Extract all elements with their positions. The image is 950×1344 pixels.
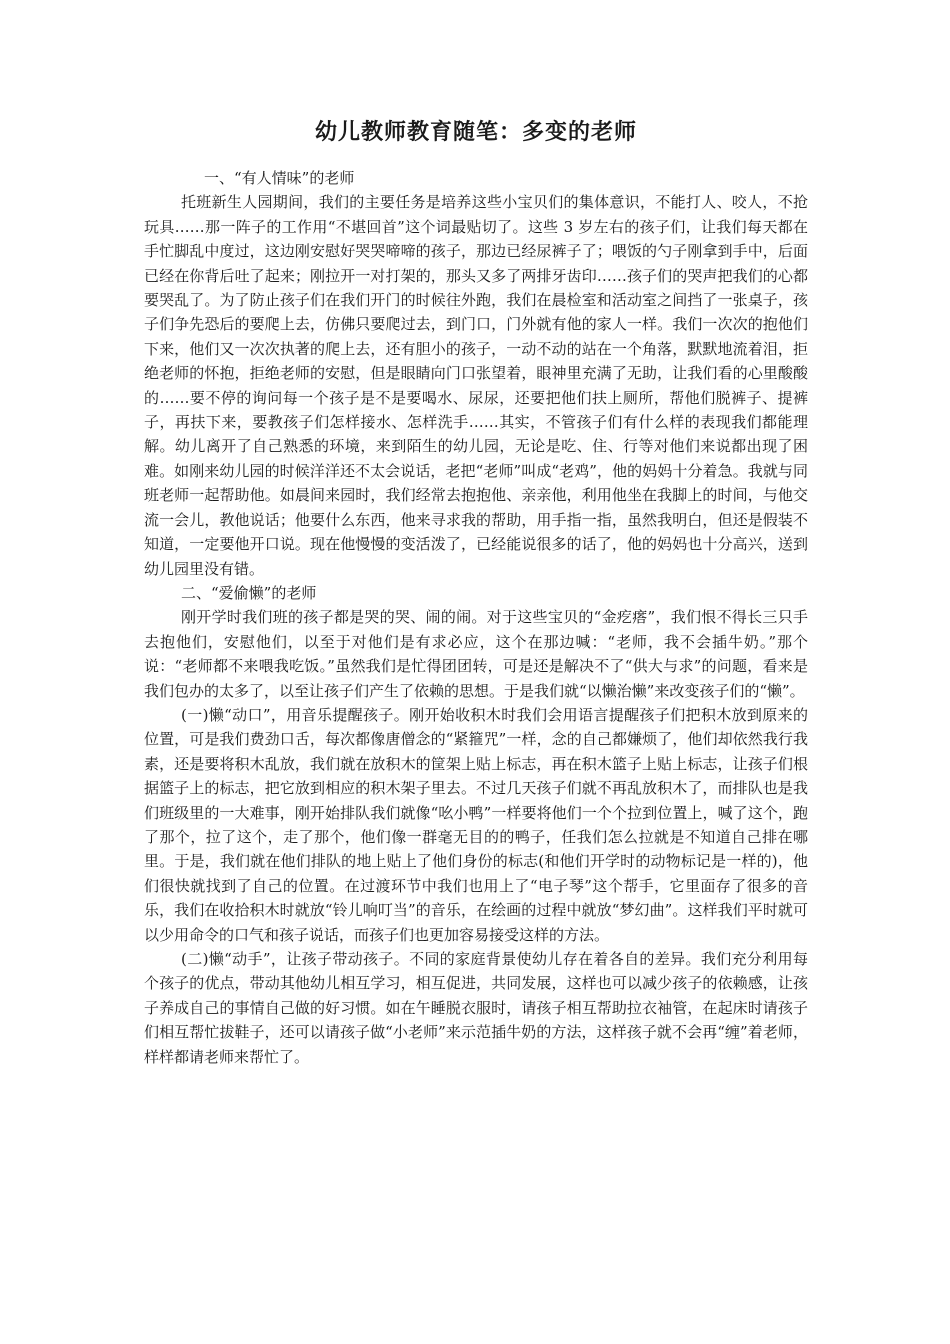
section-1 [144,166,808,581]
section-2 [144,581,808,1069]
section-2-paragraph-3: (二)懒“动手”，让孩子带动孩子。不同的家庭背景使幼儿存在着各自的差异。我们充分利用每个孩子的优点，带动其他幼儿相互学习，相互促进，共同发展，这样也可以减少孩子的依赖感，让孩子养成自己的事情自己做的好习惯。如在午睡脱衣服时，请孩子相互帮助拉衣袖管，在起床时请孩子们相互帮忙拔鞋子，还可以请孩子做“小老师”来示范插牛奶的方法，这样孩子就不会再“缠”着老师，样样都请老师来帮忙了。 [144,950,808,1066]
section-2-heading: 二、“爱偷懒”的老师 [181,583,317,602]
section-2-paragraph-1: 刚开学时我们班的孩子都是哭的哭、闹的闹。对于这些宝贝的“金疙瘩”，我们恨不得长三只手去抱他们，安慰他们，以至于对他们是有求必应，这个在那边喊：“老师，我不会插牛奶。”那个说：“老师都不来喂我吃饭。”虽然我们是忙得团团转，可是还是解决不了“供大与求”的问题，看来是我们包办的太多了，以至让孩子们产生了依赖的思想。于是我们就“以懒治懒”来改变孩子们的“懒”。 [144,608,808,700]
section-1-heading: 一、“有人情味”的老师 [204,169,355,187]
document-title: 幼儿教师教育随笔：多变的老师 [314,120,637,145]
section-2-paragraph-2: (一)懒“动口”，用音乐提醒孩子。刚开始收积木时我们会用语言提醒孩子们把积木放到原来的位置，可是我们费劲口舌，每次都像唐僧念的“紧箍咒”一样，念的自己都嫌烦了，他们却依然我行我素，还是要将积木乱放，我们就在放积木的筐架上贴上标志，再在积木篮子上贴上标志，让孩子们根据篮子上的标志，把它放到相应的积木架子里去。不过几天孩子们就不再乱放积木了，而排队也是我们班级里的一大难事，刚开始排队我们就像“吆小鸭”一样要将他们一个个拉到位置上，喊了这个，跑了那个，拉了这个，走了那个，他们像一群毫无目的的鸭子，任我们怎么拉就是不知道自己排在哪里。于是，我们就在他们排队的地上贴上了他们身份的标志(和他们开学时的动物标记是一样的)，他们很快就找到了自己的位置。在过渡环节中我们也用上了“电子琴”这个帮手，它里面存了很多的音乐，我们在收拾积木时就放“铃儿响叮当”的音乐，在绘画的过程中就放“梦幻曲”。这样我们平时就可以少用命令的口气和孩子说话，而孩子们也更加容易接受这样的方法。 [144,705,808,944]
document-page [144,118,808,1069]
section-1-paragraph-1: 托班新生人园期间，我们的主要任务是培养这些小宝贝们的集体意识，不能打人、咬人，不抢玩具……那一阵子的工作用“不堪回首”这个词最贴切了。这些 3 岁左右的孩子们，让我们每天都在手忙脚乱中度过，这边刚安慰好哭哭啼啼的孩子，那边已经尿裤子了；喂饭的勺子刚拿到手中，后面已经在你背后吐了起来；刚拉开一对打架的，那头又多了两排牙齿印……孩子们的哭声把我们的心都要哭乱了。为了防止孩子们在我们开门的时候往外跑，我们在晨检室和活动室之间挡了一张桌子，孩子们争先恐后的要爬上去，仿佛只要爬过去，到门口，门外就有他的家人一样。我们一次次的抱他们下来，他们又一次次执著的爬上去，还有胆小的孩子，一动不动的站在一个角落，默默地流着泪，拒绝老师的怀抱，拒绝老师的安慰，但是眼睛向门口张望着，眼神里充满了无助，让我们看的心里酸酸的……要不停的询问每一个孩子是不是要喝水、尿尿，还要把他们扶上厕所，帮他们脱裤子、提裤子，再扶下来，要教孩子们怎样接水、怎样洗手……其实，不管孩子们有什么样的表现我们都能理解。幼儿离开了自己熟悉的环境，来到陌生的幼儿园，无论是吃、住、行等对他们来说都出现了困难。如刚来幼儿园的时候洋洋还不太会说话，老把“老师”叫成“老鸡”，他的妈妈十分着急。我就与同班老师一起帮助他。如晨间来园时，我们经常去抱抱他、亲亲他，利用他坐在我脚上的时间，与他交流一会儿，教他说话；他要什么东西，他来寻求我的帮助，用手指一指，虽然我明白，但还是假装不知道，一定要他开口说。现在他慢慢的变活泼了，已经能说很多的话了，他的妈妈也十分高兴，送到幼儿园里没有错。 [144,193,808,578]
